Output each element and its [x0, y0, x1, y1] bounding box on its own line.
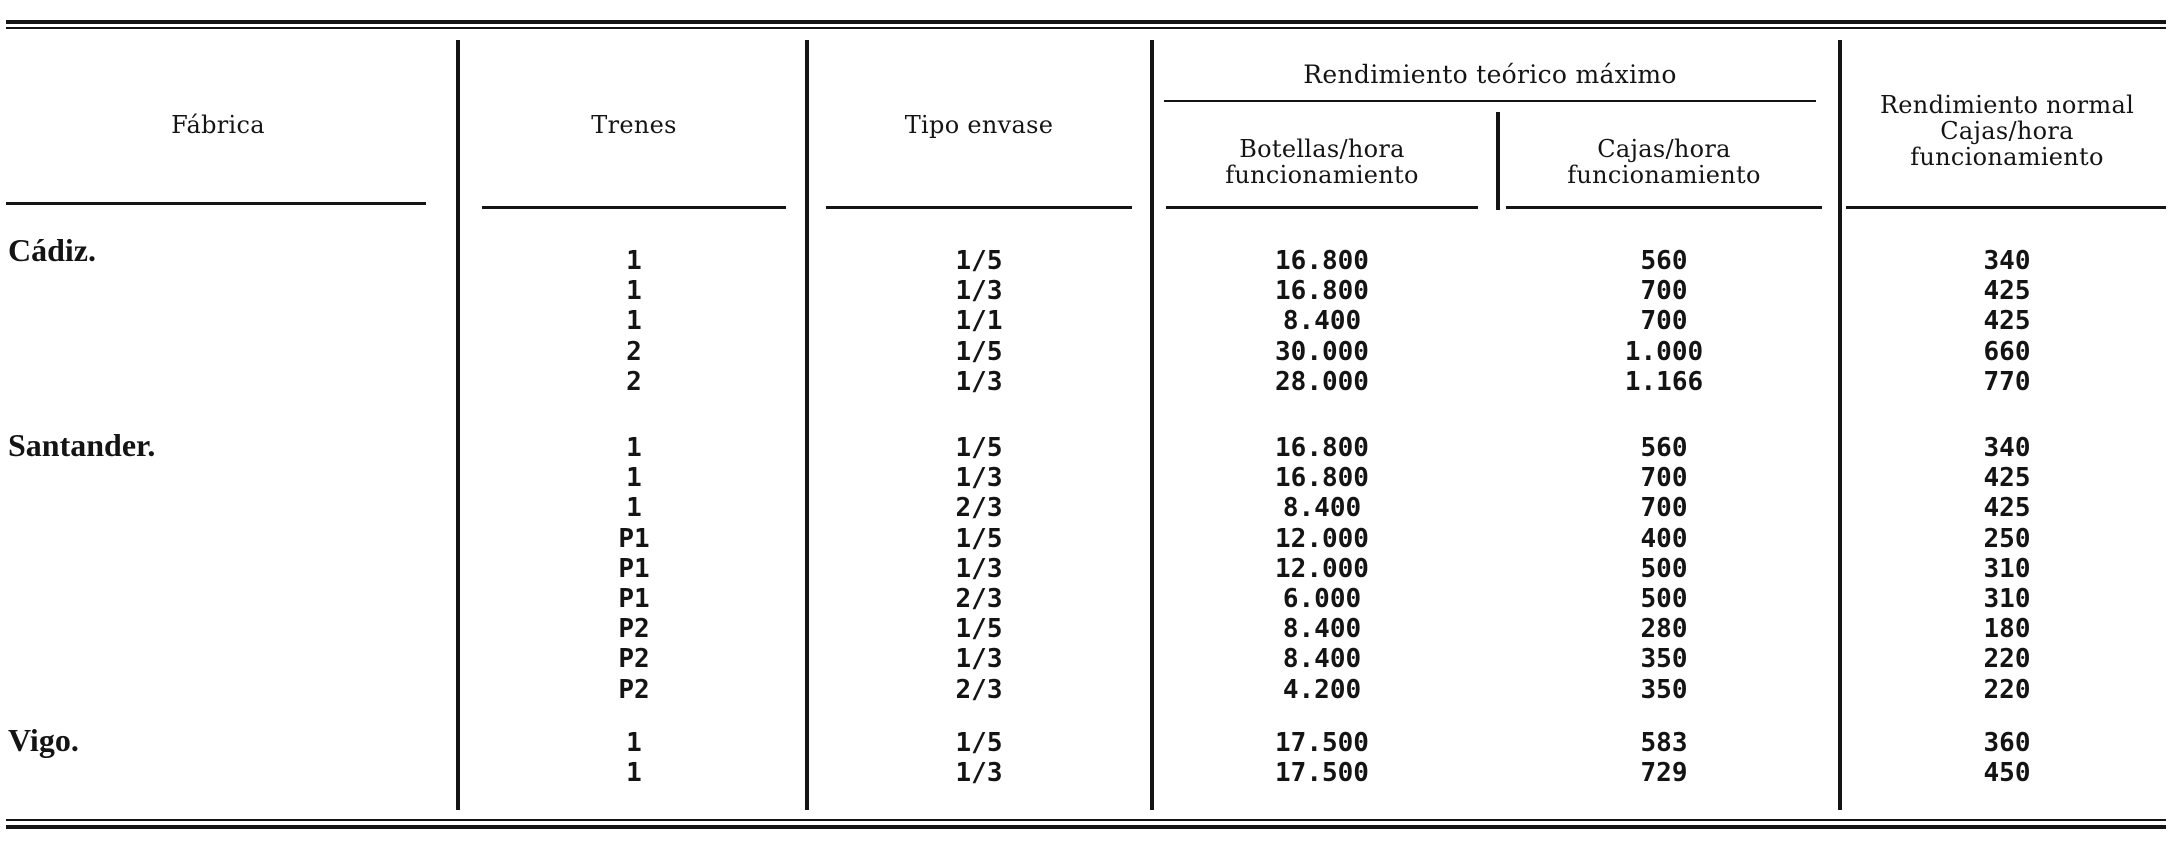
group-header-rule	[1164, 100, 1816, 102]
table-cell: 1	[626, 433, 642, 463]
column-rule-1	[456, 40, 460, 810]
column-boxes	[1506, 728, 1822, 788]
table-cell: 729	[1640, 758, 1688, 789]
table-cell: 1/5	[955, 433, 1003, 463]
table-cell: 1/3	[955, 644, 1003, 675]
table-cell: 1/3	[955, 758, 1003, 789]
table-cell: 500	[1640, 584, 1688, 615]
table-cell: 4.200	[1282, 674, 1362, 705]
table-cell: 340	[1983, 433, 2031, 463]
table-cell: 17.500	[1275, 758, 1369, 789]
table-cell: 1	[626, 306, 642, 337]
header-boxes-line-1: Cajas/hora	[1597, 135, 1731, 163]
column-container-type	[826, 433, 1132, 705]
table-cell: 1	[626, 758, 642, 789]
header-theoretical-group: Rendimiento teórico máximo	[1303, 60, 1677, 89]
header-normal-line-3: funcionamiento	[1910, 143, 2104, 171]
table-cell: P1	[618, 553, 650, 584]
table-cell: 310	[1983, 584, 2031, 615]
header-normal-line-1: Rendimiento normal	[1879, 91, 2135, 119]
table-cell: 2/3	[955, 584, 1003, 615]
column-rule-4	[1496, 112, 1500, 210]
table-cell: 700	[1640, 306, 1688, 337]
factory-name-cadiz: Cádiz.	[8, 232, 96, 268]
table-cell: 2/3	[955, 674, 1003, 705]
table-cell: 16.800	[1275, 433, 1369, 463]
column-bottles	[1166, 433, 1478, 705]
table-cell: 340	[1983, 246, 2031, 276]
header-rule-bottles	[1166, 206, 1478, 209]
table-cell: 30.000	[1275, 336, 1369, 367]
header-boxes-per-hour	[1506, 136, 1822, 188]
column-bottles	[1166, 728, 1478, 788]
table-cell: 220	[1983, 644, 2031, 675]
table-cell: 28.000	[1275, 366, 1369, 397]
table-cell: 280	[1640, 614, 1688, 645]
table-cell: 1	[626, 246, 642, 276]
bottom-rule-thin	[6, 819, 2166, 821]
table-cell: 16.800	[1275, 463, 1369, 494]
bottom-rule-thick	[6, 825, 2166, 829]
table-cell: 12.000	[1275, 523, 1369, 554]
table-cell: 700	[1640, 463, 1688, 494]
table-cell: 350	[1640, 644, 1688, 675]
table-cell: 1/5	[955, 728, 1003, 758]
table-cell: 8.400	[1282, 614, 1362, 645]
table-cell: 2	[626, 366, 642, 397]
table-cell: 1/3	[955, 463, 1003, 494]
column-trains	[482, 246, 786, 397]
header-bottles-line-2: funcionamiento	[1225, 161, 1419, 189]
table-cell: 1	[626, 728, 642, 758]
table-cell: P1	[618, 584, 650, 615]
table-cell: 500	[1640, 553, 1688, 584]
table-cell: 400	[1640, 523, 1688, 554]
table-cell: 425	[1983, 463, 2031, 494]
table-cell: 8.400	[1282, 306, 1362, 337]
table-cell: 1/5	[955, 336, 1003, 367]
table-cell: 180	[1983, 614, 2031, 645]
table-cell: 660	[1983, 336, 2031, 367]
table-cell: 1/3	[955, 276, 1003, 307]
header-normal-line-2: Cajas/hora	[1940, 117, 2074, 145]
column-normal	[1846, 246, 2168, 397]
table-cell: 425	[1983, 276, 2031, 307]
column-rule-2	[805, 40, 809, 810]
table-cell: 700	[1640, 493, 1688, 524]
column-container-type	[826, 728, 1132, 788]
table-cell: P2	[618, 674, 650, 705]
factory-name-vigo: Vigo.	[8, 722, 79, 758]
column-rule-5	[1838, 40, 1842, 810]
column-rule-3	[1150, 40, 1154, 810]
table-cell: 450	[1983, 758, 2031, 789]
column-normal	[1846, 728, 2168, 788]
table-cell: 2	[626, 336, 642, 367]
table-cell: 8.400	[1282, 493, 1362, 524]
table-cell: 220	[1983, 674, 2031, 705]
table-cell: 1/5	[955, 246, 1003, 276]
table-cell: 425	[1983, 493, 2031, 524]
table-cell: 12.000	[1275, 553, 1369, 584]
header-rule-normal	[1846, 206, 2166, 209]
table-cell: 560	[1640, 433, 1688, 463]
table-cell: 770	[1983, 366, 2031, 397]
header-rule-factory	[6, 202, 426, 205]
top-rule-thick	[6, 20, 2166, 24]
header-rule-trains	[482, 206, 786, 209]
column-trains	[482, 433, 786, 705]
header-bottles-line-1: Botellas/hora	[1239, 135, 1405, 163]
table-cell: 2/3	[955, 493, 1003, 524]
column-boxes	[1506, 246, 1822, 397]
table-cell: 350	[1640, 674, 1688, 705]
header-trains: Trenes	[591, 111, 677, 139]
table-cell: 6.000	[1282, 584, 1362, 615]
table-cell: 1	[626, 463, 642, 494]
column-normal	[1846, 433, 2168, 705]
table-cell: 1	[626, 276, 642, 307]
table-cell: 310	[1983, 553, 2031, 584]
column-trains	[482, 728, 786, 788]
header-container-type: Tipo envase	[904, 111, 1054, 139]
table-cell: 250	[1983, 523, 2031, 554]
table-cell: 1/5	[955, 523, 1003, 554]
table-cell: 1.166	[1624, 366, 1704, 397]
table-cell: 360	[1983, 728, 2031, 758]
header-boxes-line-2: funcionamiento	[1567, 161, 1761, 189]
table-cell: P1	[618, 523, 650, 554]
column-boxes	[1506, 433, 1822, 705]
table-cell: P2	[618, 614, 650, 645]
table-cell: 1/3	[955, 366, 1003, 397]
table-cell: 425	[1983, 306, 2031, 337]
table-cell: 1.000	[1624, 336, 1704, 367]
table-cell: 583	[1640, 728, 1688, 758]
factory-name-santander: Santander.	[8, 427, 156, 463]
table-cell: P2	[618, 644, 650, 675]
column-container-type	[826, 246, 1132, 397]
table-cell: 17.500	[1275, 728, 1369, 758]
header-rule-boxes	[1506, 206, 1822, 209]
table-cell: 8.400	[1282, 644, 1362, 675]
table-cell: 1/5	[955, 614, 1003, 645]
header-bottles-per-hour	[1166, 136, 1478, 188]
table-cell: 1	[626, 493, 642, 524]
header-factory: Fábrica	[171, 111, 265, 139]
column-bottles	[1166, 246, 1478, 397]
table-cell: 1/1	[955, 306, 1003, 337]
table-cell: 700	[1640, 276, 1688, 307]
table-cell: 16.800	[1275, 246, 1369, 276]
header-normal-output	[1846, 92, 2168, 170]
table-cell: 16.800	[1275, 276, 1369, 307]
table-cell: 1/3	[955, 553, 1003, 584]
header-rule-type	[826, 206, 1132, 209]
top-rule-thin	[6, 27, 2166, 29]
table-cell: 560	[1640, 246, 1688, 276]
